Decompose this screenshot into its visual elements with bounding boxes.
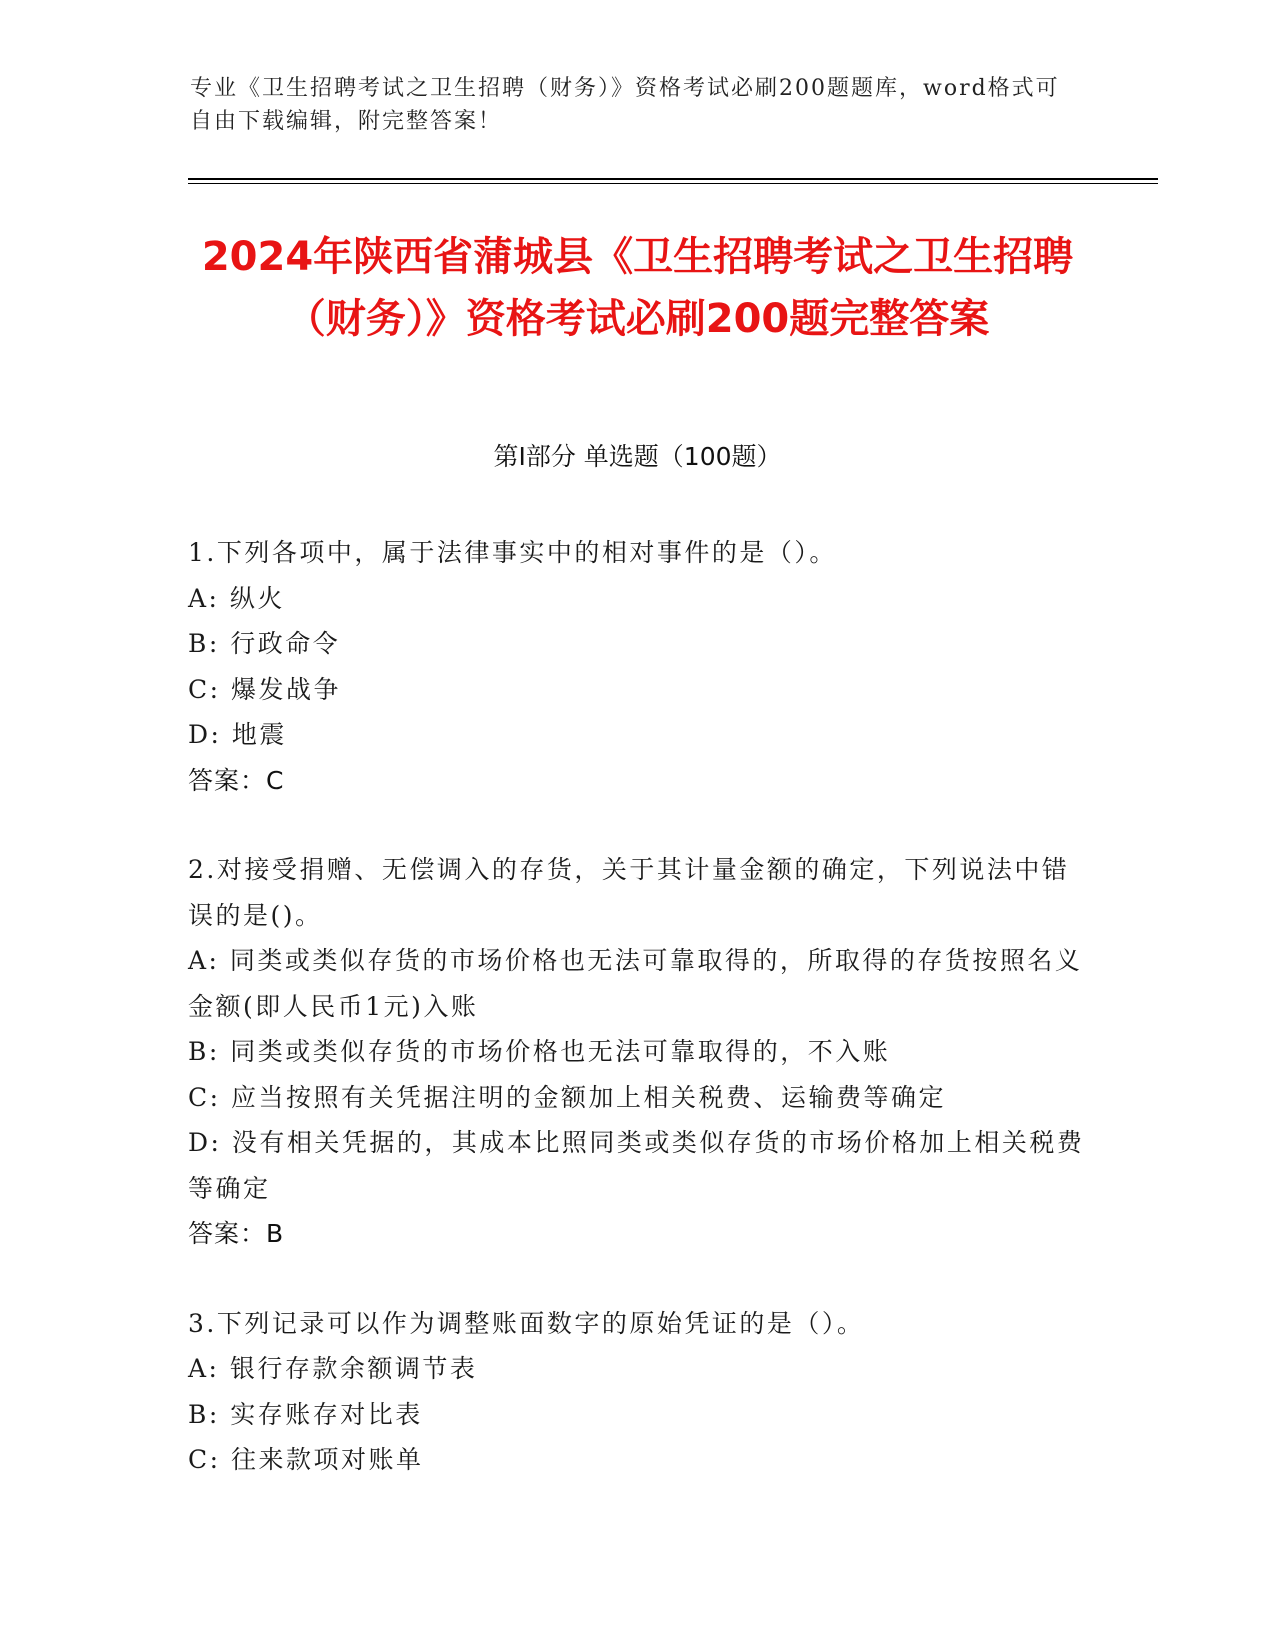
document-title: 2024年陕西省蒲城县《卫生招聘考试之卫生招聘（财务）》资格考试必刷200题完整答案 <box>201 234 1074 342</box>
header-note: 专业《卫生招聘考试之卫生招聘（财务）》资格考试必刷200题题库，word格式可自由下载编辑，附完整答案！ <box>190 76 1060 134</box>
option-c: C: 应当按照有关凭据注明的金额加上相关税费、运输费等确定 <box>188 1082 947 1112</box>
option-a: A: 纵火 <box>188 583 285 613</box>
question-3 <box>188 1301 1088 1483</box>
question-stem: 3.下列记录可以作为调整账面数字的原始凭证的是（）。 <box>188 1308 865 1338</box>
answer: 答案：C <box>188 765 285 795</box>
option-a: A: 同类或类似存货的市场价格也无法可靠取得的，所取得的存货按照名义金额(即人民币1元)入账 <box>188 946 1083 1021</box>
header-divider <box>188 178 1158 180</box>
question-2 <box>188 847 1088 1257</box>
question-1 <box>188 530 1088 803</box>
option-d: D: 没有相关凭据的，其成本比照同类或类似存货的市场价格加上相关税费等确定 <box>188 1128 1085 1203</box>
option-d: D: 地震 <box>188 720 287 749</box>
option-c: C: 往来款项对账单 <box>188 1445 424 1474</box>
question-stem: 1.下列各项中，属于法律事实中的相对事件的是（）。 <box>188 538 837 567</box>
option-b: B: 实存账存对比表 <box>188 1399 423 1429</box>
option-b: B: 同类或类似存货的市场价格也无法可靠取得的，不入账 <box>188 1037 891 1066</box>
question-list <box>188 530 1088 1527</box>
option-a: A: 银行存款余额调节表 <box>188 1354 478 1383</box>
option-c: C: 爆发战争 <box>188 674 341 704</box>
header-divider-thin <box>188 183 1158 184</box>
option-b: B: 行政命令 <box>188 629 341 658</box>
question-stem: 2.对接受捐赠、无偿调入的存货，关于其计量金额的确定，下列说法中错误的是()。 <box>188 855 1070 930</box>
answer: 答案：B <box>188 1219 285 1248</box>
section-title: 第Ⅰ部分 单选题（100题） <box>493 442 782 471</box>
